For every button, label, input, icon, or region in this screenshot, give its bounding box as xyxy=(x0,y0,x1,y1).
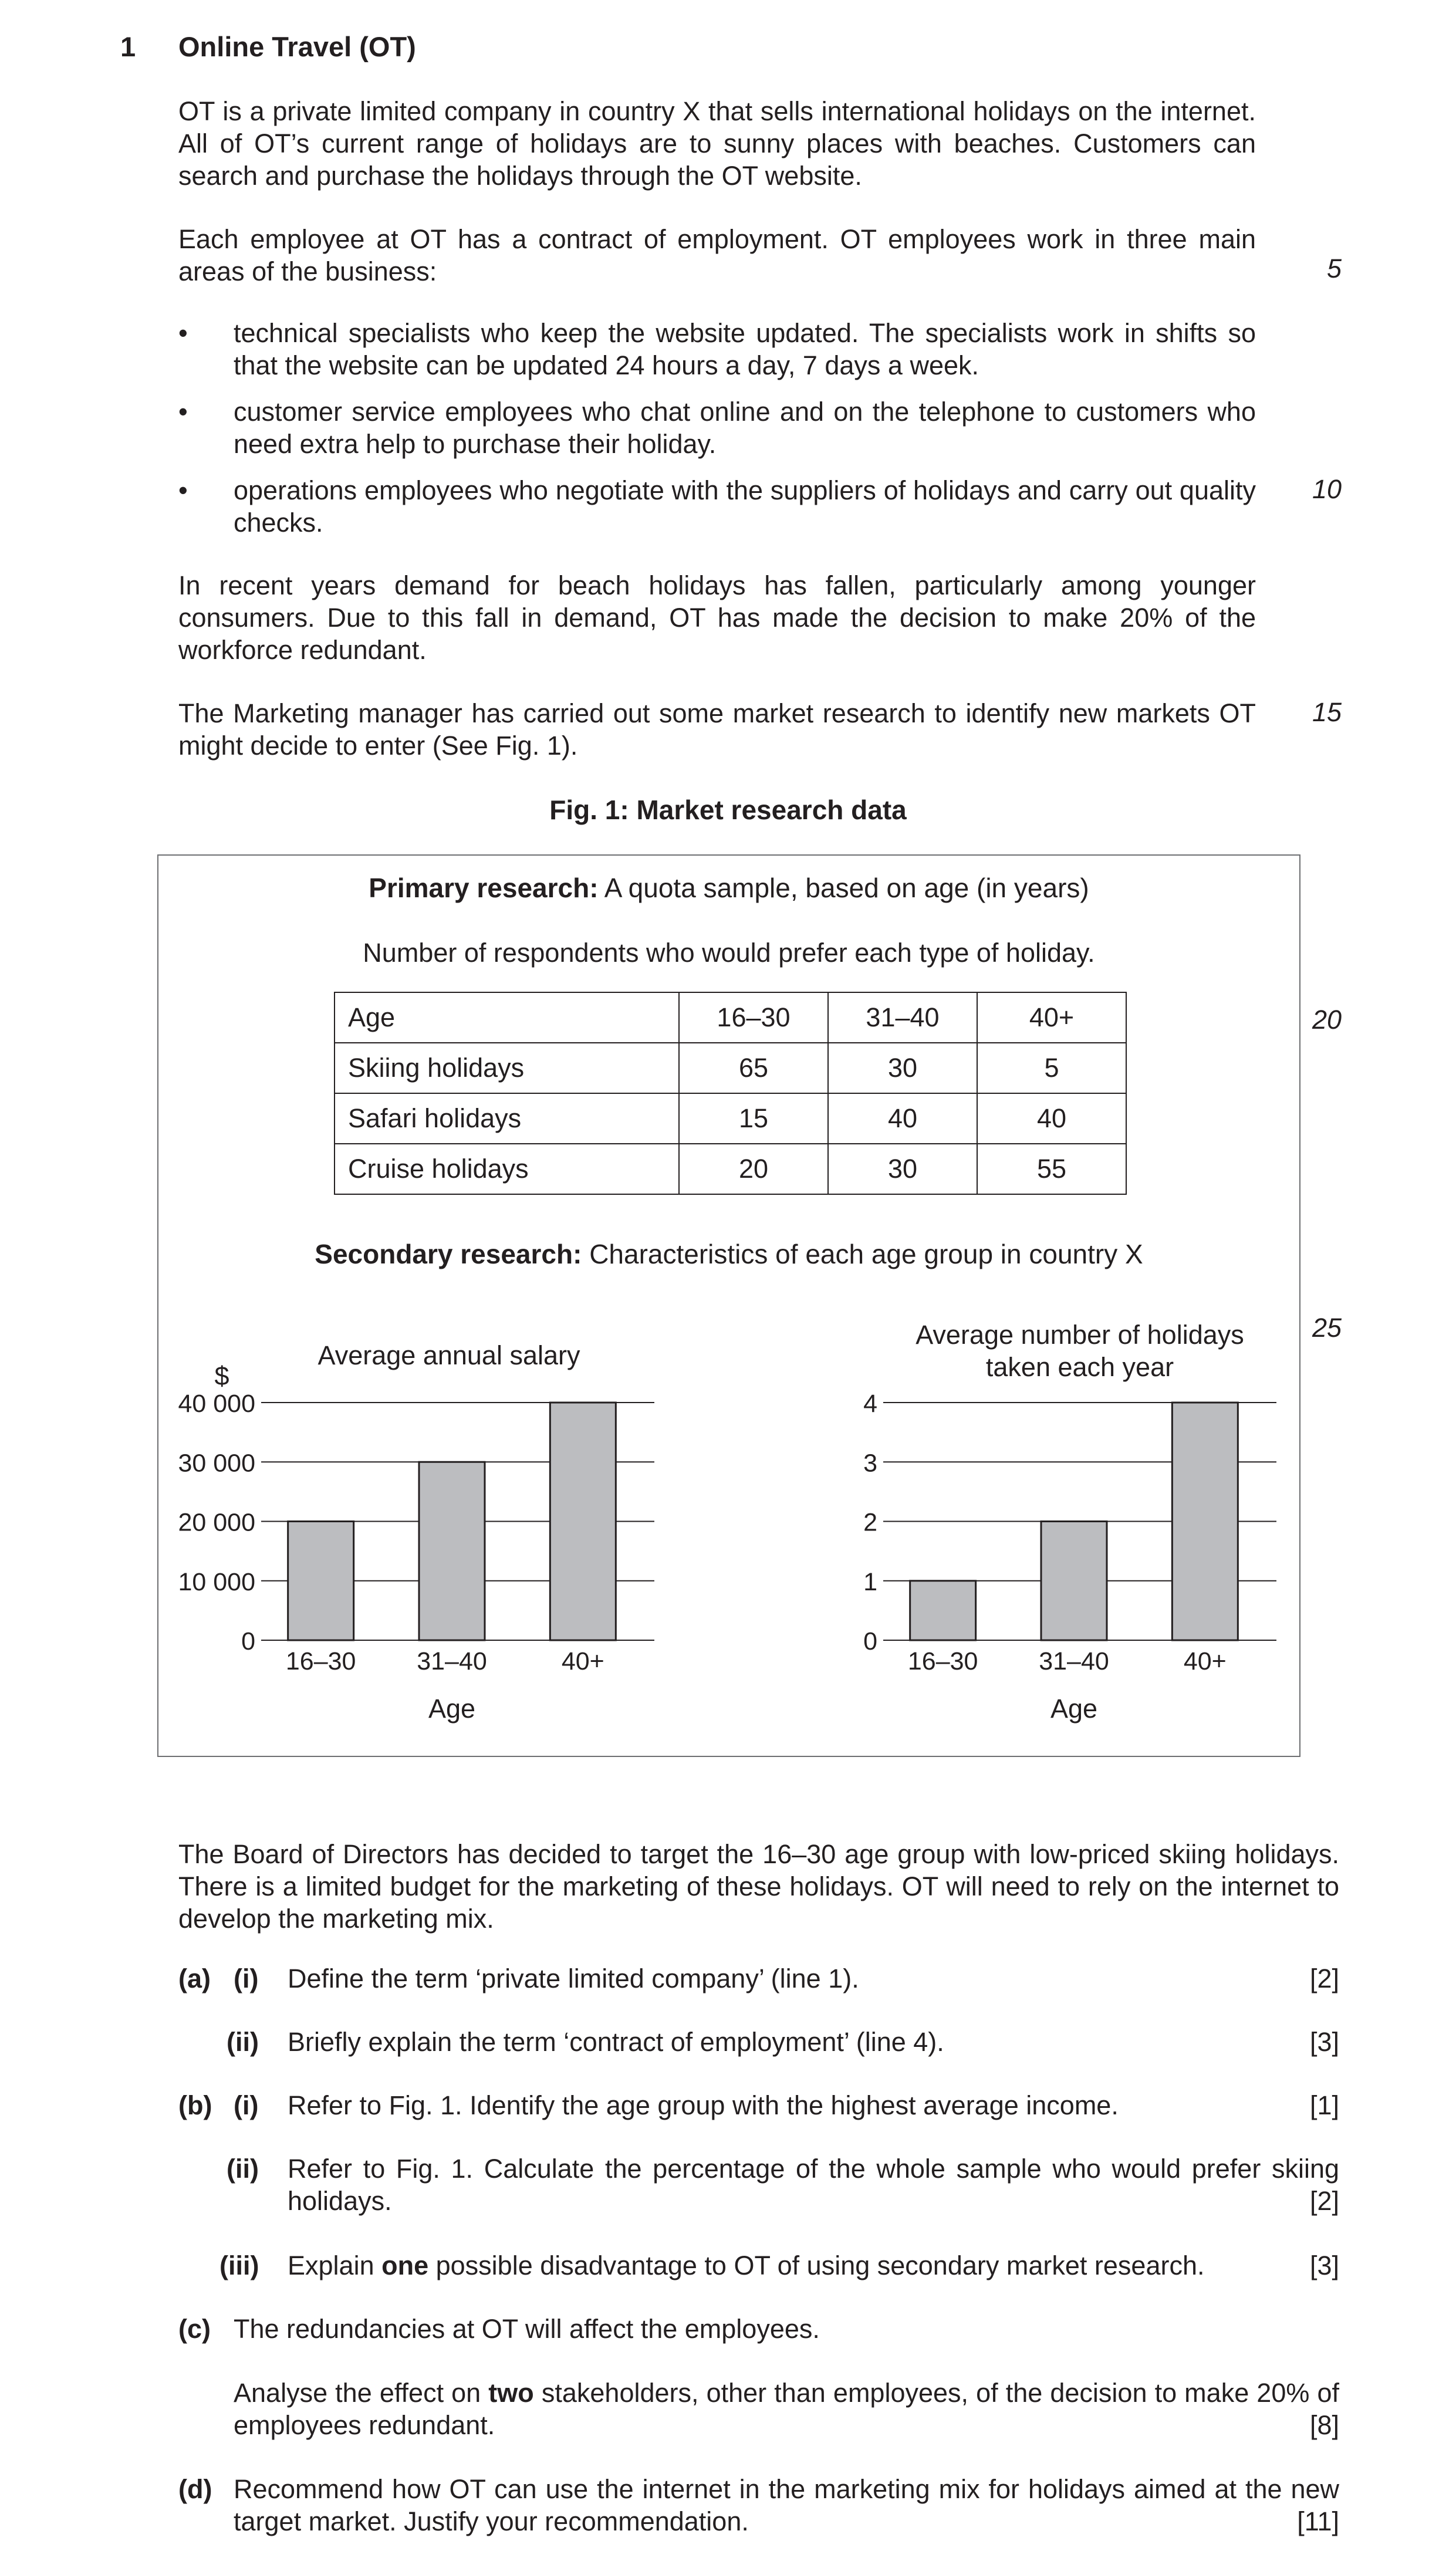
question-number: 1 xyxy=(120,31,136,62)
case-paragraph-5: The Board of Directors has decided to target the 16–30 age group with low-priced skiing holidays. There is a limited budget for the marketing of these holidays. OT will need to rely on the internet to develop the marketing mix. xyxy=(178,1839,1339,1934)
primary-research-heading xyxy=(157,872,1300,904)
x-axis-label: Age xyxy=(1050,1694,1098,1724)
table-header-cell: Age xyxy=(335,992,679,1043)
table-header-cell: 31–40 xyxy=(828,992,977,1043)
case-paragraph-2: Each employee at OT has a contract of employment. OT employees work in three main areas of the business: xyxy=(178,224,1256,286)
bar xyxy=(550,1403,616,1640)
table-header-cell: 16–30 xyxy=(679,992,828,1043)
figure-caption: Fig. 1: Market research data xyxy=(549,795,907,825)
question-b-iii-text xyxy=(288,2249,1285,2282)
question-b-ii-marks: [2] xyxy=(1309,2186,1339,2216)
table-row xyxy=(335,1093,1126,1144)
x-tick-label: 31–40 xyxy=(1039,1647,1109,1675)
bar xyxy=(910,1581,976,1640)
bullet-marker: • xyxy=(178,318,188,348)
question-c-text: The redundancies at OT will affect the employees. xyxy=(234,2314,820,2344)
question-b-ii-label: (ii) xyxy=(227,2154,259,2184)
table-cell: 5 xyxy=(977,1043,1126,1093)
x-tick-label: 40+ xyxy=(1183,1647,1227,1675)
chart-title: taken each year xyxy=(985,1352,1174,1382)
x-tick-label: 40+ xyxy=(561,1647,604,1675)
question-a-ii-label: (ii) xyxy=(227,2027,259,2057)
table-cell: Safari holidays xyxy=(335,1093,679,1144)
question-b-ii-text: Refer to Fig. 1. Calculate the percentage of the whole sample who would prefer skiing holidays. xyxy=(288,2154,1339,2216)
question-b-iii-emphasis: one xyxy=(381,2251,429,2280)
secondary-research-text: Characteristics of each age group in country X xyxy=(582,1239,1143,1269)
question-a-label: (a) xyxy=(178,1964,211,1993)
question-b-i-label: (i) xyxy=(234,2090,259,2120)
line-number-10: 10 xyxy=(1312,474,1342,504)
secondary-research-label: Secondary research: xyxy=(315,1239,582,1269)
question-b-label: (b) xyxy=(178,2090,212,2120)
y-tick-label: 0 xyxy=(241,1627,255,1655)
y-tick-label: 3 xyxy=(863,1449,877,1478)
primary-research-text: A quota sample, based on age (in years) xyxy=(598,873,1089,903)
secondary-research-heading xyxy=(157,1238,1300,1270)
case-paragraph-4: The Marketing manager has carried out some market research to identify new markets OT might decide to enter (See Fig. 1). xyxy=(178,698,1256,761)
bullet-item: technical specialists who keep the website updated. The specialists work in shifts so that the website can be updated 24 hours a day, 7 days a week. xyxy=(234,318,1256,380)
question-b-iii-label: (iii) xyxy=(219,2251,259,2280)
question-b-iii-text-start: Explain xyxy=(288,2251,382,2280)
x-tick-label: 16–30 xyxy=(907,1647,978,1675)
x-axis-label: Age xyxy=(428,1694,476,1724)
question-d-marks: [11] xyxy=(1297,2506,1339,2536)
y-tick-label: 1 xyxy=(863,1567,877,1596)
bullet-item: operations employees who negotiate with the suppliers of holidays and carry out quality checks. xyxy=(234,475,1256,538)
question-b-i-text: Refer to Fig. 1. Identify the age group with the highest average income. xyxy=(288,2090,1119,2120)
y-tick-label: 20 000 xyxy=(178,1508,255,1537)
table-cell: Cruise holidays xyxy=(335,1144,679,1194)
table-row xyxy=(335,1043,1126,1093)
question-a-i-text: Define the term ‘private limited company’ (line 1). xyxy=(288,1964,859,1993)
y-tick-label: 40 000 xyxy=(178,1390,255,1418)
question-c-emphasis: two xyxy=(488,2378,534,2408)
line-number-15: 15 xyxy=(1312,697,1342,727)
x-tick-label: 16–30 xyxy=(285,1647,356,1675)
question-c-subtext-end: stakeholders, other than employees, of the decision to make 20% of employees redundant. xyxy=(234,2378,1339,2440)
table-cell: 40 xyxy=(828,1093,977,1144)
question-a-ii-text: Briefly explain the term ‘contract of employment’ (line 4). xyxy=(288,2027,944,2057)
question-c-subtext xyxy=(234,2377,1339,2441)
table-cell: 15 xyxy=(679,1093,828,1144)
bar xyxy=(1041,1522,1107,1641)
question-a-i-label: (i) xyxy=(234,1964,259,1993)
question-c-subtext-start: Analyse the effect on xyxy=(234,2378,489,2408)
table-header-row xyxy=(335,992,1126,1043)
y-tick-label: 30 000 xyxy=(178,1449,255,1478)
question-b-i-marks: [1] xyxy=(1309,2090,1339,2120)
y-tick-label: 2 xyxy=(863,1508,877,1537)
bullet-item: customer service employees who chat online and on the telephone to customers who need extra help to purchase their holiday. xyxy=(234,397,1256,459)
question-c-marks: [8] xyxy=(1309,2410,1339,2440)
table-header-cell: 40+ xyxy=(977,992,1126,1043)
table-cell: 20 xyxy=(679,1144,828,1194)
line-number-25: 25 xyxy=(1312,1313,1342,1343)
sample-note: Number of respondents who would prefer each type of holiday. xyxy=(363,938,1095,968)
question-d-label: (d) xyxy=(178,2474,212,2504)
question-d-text: Recommend how OT can use the internet in the marketing mix for holidays aimed at the new target market. Justify your recommendation. xyxy=(234,2474,1339,2536)
x-tick-label: 31–40 xyxy=(417,1647,487,1675)
case-title: Online Travel (OT) xyxy=(178,31,416,62)
bar xyxy=(1172,1403,1238,1640)
chart-title: Average annual salary xyxy=(317,1340,580,1370)
holidays-bar-chart xyxy=(798,1297,1291,1743)
question-a-ii-marks: [3] xyxy=(1309,2027,1339,2057)
table-row xyxy=(335,1144,1126,1194)
y-tick-label: 10 000 xyxy=(178,1567,255,1596)
bullet-marker: • xyxy=(178,475,188,505)
chart-title: Average number of holidays xyxy=(916,1320,1244,1350)
primary-research-label: Primary research: xyxy=(369,873,599,903)
question-a-i-marks: [2] xyxy=(1309,1964,1339,1993)
bullet-marker: • xyxy=(178,397,188,427)
question-b-iii-text-end: possible disadvantage to OT of using secondary market research. xyxy=(428,2251,1205,2280)
bar xyxy=(288,1522,354,1641)
table-cell: 40 xyxy=(977,1093,1126,1144)
table-cell: 65 xyxy=(679,1043,828,1093)
y-axis-label: $ xyxy=(214,1361,229,1391)
table-cell: 30 xyxy=(828,1144,977,1194)
salary-bar-chart xyxy=(164,1297,681,1743)
y-tick-label: 0 xyxy=(863,1627,877,1655)
bar xyxy=(419,1462,485,1640)
question-b-iii-marks: [3] xyxy=(1309,2251,1339,2280)
case-paragraph-1: OT is a private limited company in country X that sells international holidays on the internet. All of OT’s current range of holidays are to sunny places with beaches. Customers can search and purchase the holidays through the OT website. xyxy=(178,96,1256,191)
table-cell: Skiing holidays xyxy=(335,1043,679,1093)
line-number-20: 20 xyxy=(1312,1005,1342,1035)
y-tick-label: 4 xyxy=(863,1390,877,1418)
case-paragraph-3: In recent years demand for beach holidays has fallen, particularly among younger consumers. Due to this fall in demand, OT has made the decision to make 20% of the workforce redundant. xyxy=(178,570,1256,665)
market-research-table xyxy=(334,992,1127,1195)
table-cell: 55 xyxy=(977,1144,1126,1194)
question-c-label: (c) xyxy=(178,2314,211,2344)
line-number-5: 5 xyxy=(1326,254,1342,283)
table-cell: 30 xyxy=(828,1043,977,1093)
